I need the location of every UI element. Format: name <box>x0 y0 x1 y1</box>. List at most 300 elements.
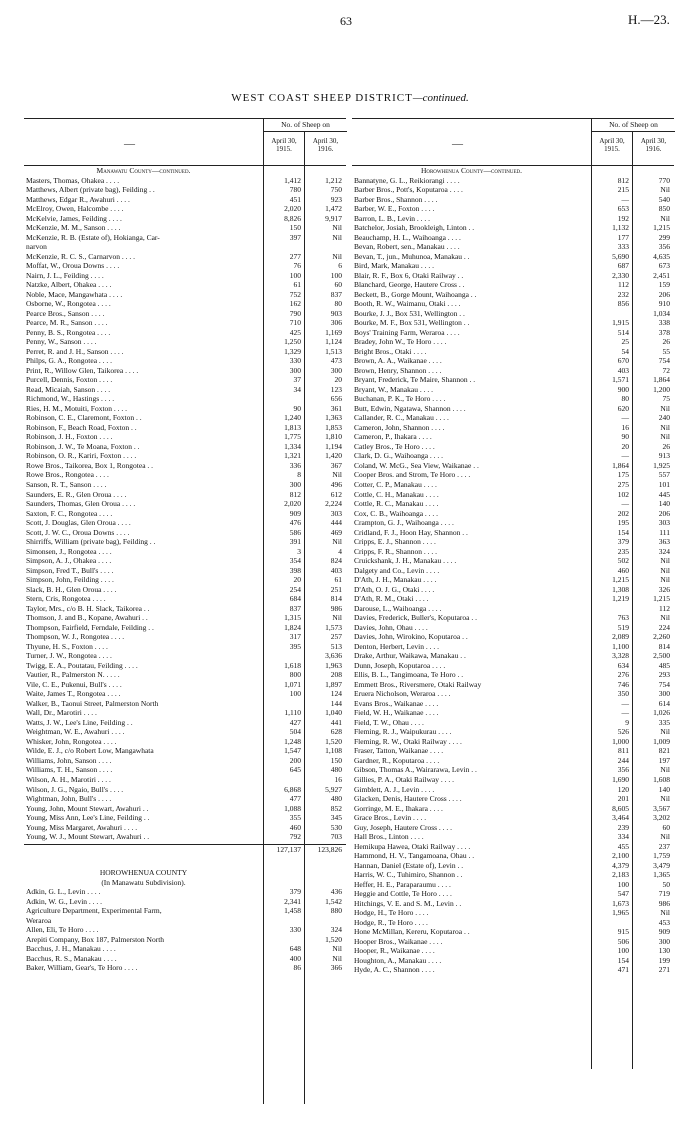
sheep-1915: 648 <box>289 944 301 954</box>
sheep-1915: 900 <box>617 384 629 394</box>
sheep-1915: — <box>621 698 629 708</box>
sheep-1915: 1,775 <box>284 432 301 442</box>
year-1915-header: April 30, 1915. <box>263 131 304 165</box>
sheep-1916: 513 <box>330 641 342 651</box>
owner-name: Saunders, Thomas, Glen Oroua . . . . <box>26 499 136 509</box>
sheep-1915: 100 <box>617 946 629 956</box>
owner-name: Bright Bros., Otaki . . . . <box>354 346 427 356</box>
sheep-1915: 25 <box>621 337 629 347</box>
owner-name: Simpson, Fred T., Bull's . . . . <box>26 565 114 575</box>
sheep-1915: 1,412 <box>284 175 301 185</box>
table-row <box>352 223 674 233</box>
sheep-1916: 540 <box>658 194 670 204</box>
sheep-group-header: No. of Sheep on <box>263 119 347 132</box>
blank-header: — <box>124 138 135 150</box>
sheep-1916: 61 <box>334 575 342 585</box>
table-row <box>24 518 346 528</box>
owner-name: Booth, R. W., Waimanu, Otaki . . . . <box>354 299 461 309</box>
owner-name: Wilson, J. G., Ngaio, Bull's . . . . <box>26 784 124 794</box>
table-row <box>24 185 346 195</box>
sheep-1916: Nil <box>332 470 342 480</box>
table-row <box>24 670 346 680</box>
owner-name: Guy, Joseph, Hautere Cross . . . . <box>354 822 453 832</box>
sheep-1916: 673 <box>658 261 670 271</box>
sheep-1915: 425 <box>289 327 301 337</box>
table-row <box>352 794 674 804</box>
table-row <box>352 946 674 956</box>
sheep-1915: 2,183 <box>612 870 629 880</box>
sheep-1916: 3,636 <box>325 651 342 661</box>
sheep-1915: 2,100 <box>612 851 629 861</box>
table-row <box>352 375 674 385</box>
sheep-1915: 8 <box>297 470 301 480</box>
table-row <box>352 509 674 519</box>
table-row <box>24 689 346 699</box>
sheep-1915: 1,308 <box>612 584 629 594</box>
sheep-1915: 61 <box>293 280 301 290</box>
table-row <box>352 366 674 376</box>
sheep-1916: 293 <box>658 670 670 680</box>
sheep-1916: 50 <box>662 879 670 889</box>
table-row <box>24 680 346 690</box>
sheep-1915: 5,690 <box>612 251 629 261</box>
sheep-1915: 239 <box>617 822 629 832</box>
table-row <box>24 252 346 262</box>
owner-name: Beauchamp, H. L., Waihoanga . . . . <box>354 232 461 242</box>
owner-name: Hodge, R., Te Horo . . . . <box>354 917 428 927</box>
sheep-1916: 5,927 <box>325 784 342 794</box>
sheep-1916: 367 <box>330 460 342 470</box>
table-row <box>352 785 674 795</box>
owner-name: Matthews, Albert (private bag), Feilding . . <box>26 185 155 195</box>
sheep-1916: 3,479 <box>653 860 670 870</box>
table-row <box>24 556 346 566</box>
sheep-1916: 986 <box>330 603 342 613</box>
table-row <box>352 899 674 909</box>
table-row <box>352 880 674 890</box>
table-row <box>352 404 674 414</box>
table-row <box>352 832 674 842</box>
sheep-1915: 200 <box>289 755 301 765</box>
table-row <box>24 746 346 756</box>
left-table <box>24 118 346 1104</box>
table-row <box>24 461 346 471</box>
table-row <box>24 299 346 309</box>
sheep-1915: 16 <box>621 422 629 432</box>
table-row <box>24 737 346 747</box>
owner-name: Weraroa <box>26 915 52 925</box>
owner-name: Young, Miss Margaret, Awahuri . . . . <box>26 822 138 832</box>
sheep-1915: 645 <box>289 765 301 775</box>
table-row <box>352 176 674 186</box>
sheep-1916: 366 <box>330 963 342 973</box>
table-row <box>24 804 346 814</box>
sheep-1916: Nil <box>660 556 670 566</box>
sheep-1915: 2,330 <box>612 270 629 280</box>
section-title: Horowhenua County—continued. <box>420 166 523 175</box>
sheep-1916: 324 <box>330 925 342 935</box>
table-row <box>24 954 346 964</box>
sheep-1916: 1,212 <box>325 175 342 185</box>
owner-name: Robinson, J. H., Foxton . . . . <box>26 432 113 442</box>
sheep-1916: 1,963 <box>325 660 342 670</box>
sheep-1916: 324 <box>658 546 670 556</box>
sheep-1916: 750 <box>330 185 342 195</box>
owner-name: Print, R., Willow Glen, Taikorea . . . . <box>26 365 139 375</box>
sheep-1915: 350 <box>617 689 629 699</box>
sheep-1916: 1,034 <box>653 308 670 318</box>
sheep-1915: 1,571 <box>612 375 629 385</box>
sheep-1916: Nil <box>332 251 342 261</box>
sheep-1916: Nil <box>660 727 670 737</box>
sheep-1916: Nil <box>660 613 670 623</box>
sheep-1915: 277 <box>289 251 301 261</box>
sheep-1915: 2,089 <box>612 632 629 642</box>
sheep-1915: 1,864 <box>612 460 629 470</box>
sheep-1916: 16 <box>334 774 342 784</box>
sheep-1916: 913 <box>658 451 670 461</box>
table-row <box>352 861 674 871</box>
page-title <box>0 92 700 104</box>
owner-name: Nairn, J. L., Feilding . . . . <box>26 270 104 280</box>
sheep-1916: 923 <box>330 194 342 204</box>
sheep-1915: 100 <box>289 270 301 280</box>
table-row <box>352 670 674 680</box>
table-row <box>352 918 674 928</box>
sheep-1915: 397 <box>289 232 301 242</box>
table-row <box>352 908 674 918</box>
owner-name: Scott, J. W. C., Oroua Downs . . . . <box>26 527 130 537</box>
table-row <box>24 280 346 290</box>
sheep-1915: 20 <box>293 575 301 585</box>
sheep-1915: 356 <box>617 765 629 775</box>
sheep-1915: 792 <box>289 832 301 842</box>
sheep-1915: 812 <box>289 489 301 499</box>
sheep-1916: 2,224 <box>325 499 342 509</box>
owner-name: Thompson, Fairfield, Ferndale, Feilding . . <box>26 622 154 632</box>
owner-name: Bannatyne, G. L., Reikiorangi . . . . <box>354 175 460 185</box>
sheep-1915: 232 <box>617 289 629 299</box>
table-row <box>352 470 674 480</box>
sheep-1915: 330 <box>289 925 301 935</box>
table-row <box>352 537 674 547</box>
owner-name: Evans Bros., Waikanae . . . . <box>354 698 439 708</box>
owner-name: Stern, Cris, Rongotea . . . . <box>26 594 106 604</box>
owner-name: Turner, J. W., Rongotea . . . . <box>26 651 112 661</box>
table-row <box>352 823 674 833</box>
sheep-1916: Nil <box>332 613 342 623</box>
sheep-1916: 237 <box>658 841 670 851</box>
owner-name: Noble, Mace, Mangawhata . . . . <box>26 289 123 299</box>
table-row <box>24 233 346 243</box>
sheep-1915: 526 <box>617 727 629 737</box>
year-1916-header: April 30, 1916. <box>632 131 674 165</box>
owner-name: Coland, W. McG., Sea View, Waikanae . . <box>354 460 479 470</box>
sheep-1916: 821 <box>658 746 670 756</box>
owner-name: Hammond, H. V., Tangamoana, Ohau . . <box>354 851 475 861</box>
table-row <box>24 432 346 442</box>
table-row <box>24 442 346 452</box>
table-row <box>24 575 346 585</box>
sheep-1915: 460 <box>289 822 301 832</box>
table-row <box>24 271 346 281</box>
table-row <box>352 347 674 357</box>
table-row <box>352 271 674 281</box>
owner-name: Brown, Henry, Shannon . . . . <box>354 365 442 375</box>
sheep-1916: 300 <box>658 689 670 699</box>
sheep-1916: 1,365 <box>653 870 670 880</box>
sheep-1915: 514 <box>617 327 629 337</box>
owner-name: Davies, John, Ohau . . . . <box>354 622 428 632</box>
owner-name: Denton, Herbert, Levin . . . . <box>354 641 439 651</box>
table-row <box>352 708 674 718</box>
sheep-1915: 547 <box>617 889 629 899</box>
table-row <box>24 385 346 395</box>
sheep-1915: 3 <box>297 546 301 556</box>
sheep-1916: 251 <box>330 584 342 594</box>
table-row <box>24 661 346 671</box>
owner-name: Walker, B., Taonui Street, Palmerston North <box>26 698 159 708</box>
table-row <box>24 832 346 842</box>
owner-name: Vautier, R., Palmerston N. . . . . <box>26 670 120 680</box>
sheep-1916: 300 <box>330 365 342 375</box>
sheep-1915: 403 <box>617 365 629 375</box>
table-row <box>352 204 674 214</box>
sheep-1916: 303 <box>658 518 670 528</box>
table-row <box>352 423 674 433</box>
sheep-1916: 1,009 <box>653 736 670 746</box>
sheep-1916: 2,500 <box>653 651 670 661</box>
sheep-1915: 476 <box>289 518 301 528</box>
sheep-1916: 4 <box>338 546 342 556</box>
owner-name: Bourke, M. F., Box 531, Wellington . . <box>354 318 470 328</box>
table-row <box>352 775 674 785</box>
sheep-1915: — <box>621 451 629 461</box>
sheep-1916: 224 <box>658 622 670 632</box>
owner-name: Taylor, Mrs., c/o B. H. Slack, Taikorea . . <box>26 603 150 613</box>
sheep-1916: 1,472 <box>325 204 342 214</box>
sheep-1915: 1,000 <box>612 736 629 746</box>
sheep-1915: 37 <box>293 375 301 385</box>
sheep-1915: 90 <box>293 403 301 413</box>
owner-name: Ellis, B. L., Tangimoana, Te Horo . . <box>354 670 464 680</box>
table-row <box>352 566 674 576</box>
sheep-1916: Nil <box>332 223 342 233</box>
owner-name: Hodge, H., Te Horo . . . . <box>354 908 429 918</box>
table-row <box>352 299 674 309</box>
sheep-1916: 80 <box>334 299 342 309</box>
table-row <box>24 916 346 926</box>
table-row <box>352 252 674 262</box>
sheep-1916: 140 <box>658 784 670 794</box>
table-row <box>24 925 346 935</box>
table-row <box>352 261 674 271</box>
sheep-1916: 1,520 <box>325 736 342 746</box>
sheep-1915: 710 <box>289 318 301 328</box>
owner-name: Batchelor, Josiah, Brookleigh, Linton . . <box>354 223 475 233</box>
sheep-1915: 471 <box>617 965 629 975</box>
table-row <box>24 318 346 328</box>
owner-name: Cripps, E. J., Shannon . . . . <box>354 537 436 547</box>
owner-name: Crampton, G. J., Waihoanga . . . . <box>354 518 454 528</box>
sheep-1916: 9,917 <box>325 213 342 223</box>
table-row <box>352 737 674 747</box>
table-row <box>24 765 346 775</box>
sheep-1916: 850 <box>658 204 670 214</box>
table-row <box>352 870 674 880</box>
table-row <box>24 756 346 766</box>
owner-name: Simpson, A. J., Ohakea . . . . <box>26 556 112 566</box>
table-row <box>24 337 346 347</box>
table-row <box>352 461 674 471</box>
table-row <box>352 575 674 585</box>
sheep-1915: 1,315 <box>284 613 301 623</box>
sheep-1916: Nil <box>660 794 670 804</box>
owner-name: Whisker, John, Rongotea . . . . <box>26 736 117 746</box>
table-row <box>352 556 674 566</box>
sheep-1916: 3,202 <box>653 813 670 823</box>
sheep-1916: 124 <box>330 689 342 699</box>
sheep-1916: 60 <box>662 822 670 832</box>
owner-name: Wilde, E. J., c/o Robert Low, Mangawhata <box>26 746 154 756</box>
sheep-1915: 763 <box>617 613 629 623</box>
table-row <box>352 480 674 490</box>
sheep-1916: 130 <box>658 946 670 956</box>
sheep-1915: 856 <box>617 299 629 309</box>
sheep-1916: 628 <box>330 727 342 737</box>
table-row <box>24 699 346 709</box>
sheep-1916: 335 <box>658 717 670 727</box>
sheep-1916: Nil <box>332 232 342 242</box>
sheep-1916: 1,542 <box>325 896 342 906</box>
sheep-1916: 101 <box>658 480 670 489</box>
owner-name: Baker, William, Gear's, Te Horo . . . . <box>26 963 138 973</box>
owner-name: Cooper Bros. and Strom, Te Horo . . . . <box>354 470 471 480</box>
sheep-1916: 1,513 <box>325 346 342 356</box>
owner-name: Harris, W. C., Tuhimiro, Shannon . . <box>354 870 463 880</box>
table-row <box>24 813 346 823</box>
table-row <box>352 233 674 243</box>
table-row <box>352 337 674 347</box>
owner-name: Beckett, B., Gorge Mount, Waihoanga . . <box>354 289 477 299</box>
table-row <box>352 613 674 623</box>
owner-name: Cameron, John, Shannon . . . . <box>354 422 445 432</box>
sheep-1916: Nil <box>660 908 670 918</box>
owner-name: Barber, W. E., Foxton . . . . <box>354 204 435 214</box>
sheep-1915: 634 <box>617 660 629 670</box>
sheep-1916: 1,573 <box>325 622 342 632</box>
sheep-1915: 1,110 <box>284 708 301 718</box>
sheep-1915: 506 <box>617 936 629 946</box>
sheep-1915: 398 <box>289 565 301 575</box>
sheep-1915: 6,868 <box>284 784 301 794</box>
sheep-1915: — <box>621 413 629 423</box>
table-row <box>352 432 674 442</box>
table-row <box>352 385 674 395</box>
owner-name: Williams, T. H., Sanson . . . . <box>26 765 113 775</box>
owner-name: Vile, C. E., Pukenui, Bull's . . . . <box>26 679 122 689</box>
document-reference: H.—23. <box>628 12 670 27</box>
sheep-1916: 1,194 <box>325 441 342 451</box>
table-row <box>24 906 346 916</box>
sheep-1916: 1,124 <box>325 337 342 347</box>
owner-name: Hannan, Daniel (Estate of), Levin . . <box>354 860 464 870</box>
sheep-1915: 504 <box>289 727 301 737</box>
sheep-1916: 1,810 <box>325 432 342 442</box>
owner-name: Matthews, Edgar R., Awahuri . . . . <box>26 194 130 204</box>
sheep-1916: 1,363 <box>325 413 342 423</box>
owner-name: Cripps, F. R., Shannon . . . . <box>354 546 437 556</box>
owner-name: Hall Bros., Linton . . . . <box>354 832 424 842</box>
table-row <box>352 699 674 709</box>
sheep-1916: 496 <box>330 480 342 489</box>
table-row <box>24 727 346 737</box>
sheep-1915: 54 <box>621 346 629 356</box>
table-row <box>352 689 674 699</box>
sheep-1916: 656 <box>330 394 342 404</box>
owner-name: Fleming, R. W., Otaki Railway . . . . <box>354 736 462 746</box>
owner-name: Shirriffs, William (private bag), Feilding . . <box>26 537 156 547</box>
sheep-1916: 1,897 <box>325 679 342 689</box>
owner-name: Robinson, C. E., Claremont, Foxton . . <box>26 413 142 423</box>
sheep-1916: 754 <box>658 679 670 689</box>
owner-name: Weightman, W. E., Awahuri . . . . <box>26 727 125 737</box>
sheep-1915: 1,219 <box>612 594 629 604</box>
owner-name: Thomson, J. and B., Kopane, Awahuri . . <box>26 613 148 623</box>
sheep-1915: 235 <box>617 546 629 556</box>
sheep-1915: 195 <box>617 518 629 528</box>
owner-name: Blanchard, George, Hautere Cross . . <box>354 280 465 290</box>
table-row <box>24 214 346 224</box>
table-row <box>352 318 674 328</box>
table-row <box>24 451 346 461</box>
owner-name: Bird, Mark, Manakau . . . . <box>354 261 434 271</box>
owner-name: Waite, James T., Rongotea . . . . <box>26 689 121 699</box>
sheep-1916: 378 <box>658 327 670 337</box>
sheep-1916: 754 <box>658 356 670 366</box>
total-1915: 127,137 <box>276 844 301 854</box>
owner-name: D'Ath, O. J. G., Otaki . . . . <box>354 584 435 594</box>
table-row <box>24 944 346 954</box>
sheep-1916: 444 <box>330 518 342 528</box>
section-title: Manawatu County—continued. <box>96 166 191 175</box>
sheep-1916: 6 <box>338 261 342 271</box>
table-row <box>24 394 346 404</box>
table-row <box>352 727 674 737</box>
owner-name: Field, T. W., Ohau . . . . <box>354 717 424 727</box>
sheep-1916: 612 <box>330 489 342 499</box>
sheep-1915: 201 <box>617 794 629 804</box>
section2-subtitle: (In Manawatu Subdivision). <box>101 877 186 887</box>
table-row <box>352 242 674 252</box>
owner-name: Bacchus, R. S., Manakau . . . . <box>26 953 117 963</box>
sheep-1915: 334 <box>617 832 629 842</box>
sheep-1915: 477 <box>289 794 301 804</box>
owner-name: Thompson, W. J., Rongotea . . . . <box>26 632 125 642</box>
sheep-1916: 614 <box>658 698 670 708</box>
table-row <box>24 823 346 833</box>
table-row <box>24 623 346 633</box>
owner-name: Hyde, A. C., Shannon . . . . <box>354 965 435 975</box>
sheep-1915: 162 <box>289 299 301 309</box>
sheep-1916: 1,864 <box>653 375 670 385</box>
sheep-1916: 557 <box>658 470 670 480</box>
sheep-1916: 1,759 <box>653 851 670 861</box>
owner-name: Fleming, R. J., Waipukurau . . . . <box>354 727 452 737</box>
sheep-1916: 1,026 <box>653 708 670 718</box>
owner-name: Hemikupa Hawea, Otaki Railway . . . . <box>354 841 471 851</box>
sheep-1915: 34 <box>293 384 301 394</box>
